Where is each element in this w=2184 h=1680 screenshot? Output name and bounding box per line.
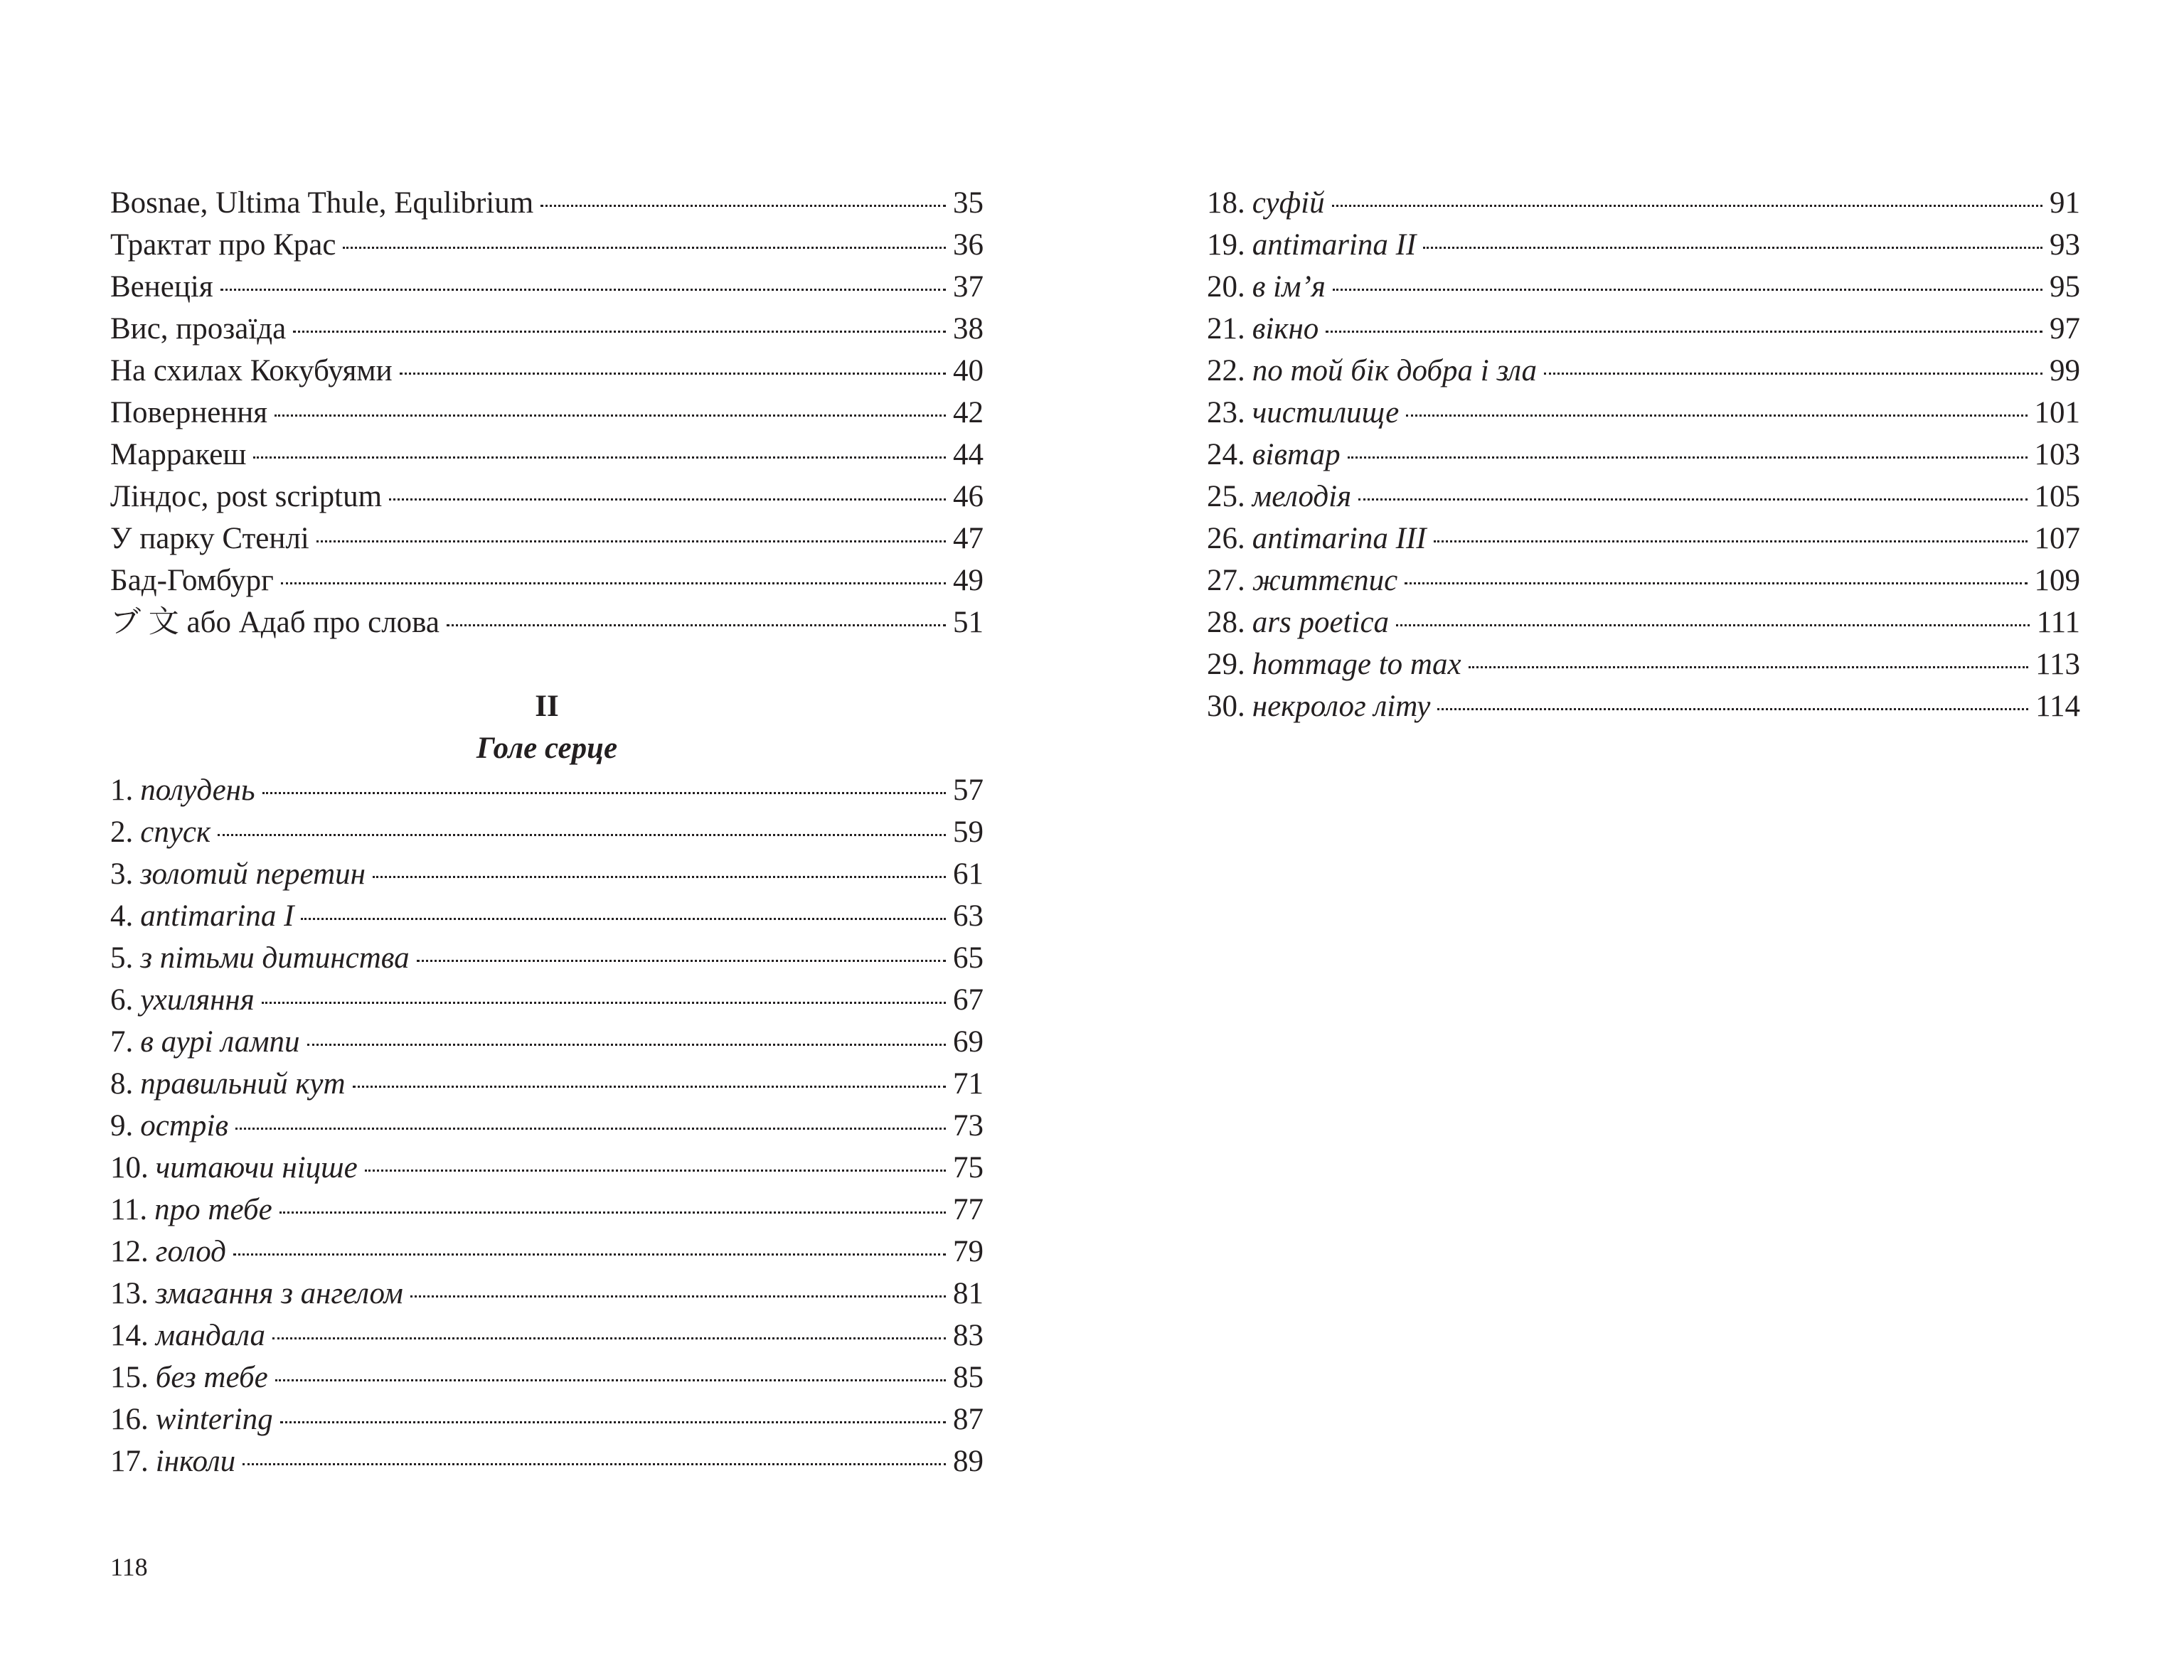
toc-entry-number: 3. [110,857,134,891]
toc-entry-page: 79 [953,1235,984,1268]
toc-entry-title: Марракеш [110,438,247,471]
dot-leader [540,205,946,207]
dot-leader [1423,247,2042,249]
toc-entry [110,937,984,979]
page-number: 118 [110,1553,148,1581]
toc-entry-title: Венеція [110,270,213,304]
toc-entry [110,811,984,853]
toc-entry-page: 105 [2034,480,2080,513]
toc-entry [1207,560,2080,601]
toc-entry-number: 8. [110,1067,134,1101]
toc-entry-title: antimarina I [140,899,294,933]
toc-entry-title: чистилище [1252,396,1400,429]
toc-entry-page: 57 [953,774,984,807]
dot-leader [279,1211,946,1214]
toc-entry-title: antimarina II [1252,228,1417,262]
dot-leader [293,331,946,333]
dot-leader [1405,582,2027,584]
toc-entry-page: 63 [953,899,984,933]
toc-entry-number: 13. [110,1277,149,1310]
dot-leader [218,834,946,836]
dot-leader [1333,289,2042,291]
toc-entry-page: 65 [953,941,984,975]
toc-entry [1207,224,2080,266]
toc-entry-title: некролог літу [1252,690,1431,723]
toc-entry-page: 99 [2050,354,2080,387]
toc-entry-page: 47 [953,522,984,555]
dot-leader [343,247,946,249]
toc-entry [110,1440,984,1482]
toc-entry-number: 24. [1207,438,1245,471]
dot-leader [235,1128,946,1130]
dot-leader [447,624,946,626]
toc-entry-page: 51 [953,606,984,639]
toc-entry [1207,476,2080,518]
toc-entry-title: ブ 文 або Адаб про слова [110,606,440,639]
toc-entry-title: спуск [140,815,211,849]
toc-entry-number: 21. [1207,312,1245,346]
toc-entry [110,1398,984,1440]
toc-entry-number: 23. [1207,396,1245,429]
toc-entry-page: 87 [953,1403,984,1436]
dot-leader [417,960,946,962]
toc-entry-page: 44 [953,438,984,471]
toc-entry-title: правильний кут [140,1067,346,1101]
toc-entry-page: 40 [953,354,984,387]
toc-entry-number: 22. [1207,354,1245,387]
toc-entry [110,560,984,601]
toc-entry [110,434,984,476]
toc-entry-page: 77 [953,1193,984,1226]
toc-entry [1207,601,2080,643]
toc-entry-title: в ім’я [1252,270,1326,304]
dot-leader [373,876,946,878]
dot-leader [1326,331,2042,333]
toc-entry-number: 10. [110,1151,149,1184]
toc-entry-title: На схилах Кокубуями [110,354,393,387]
toc-entry-title: змагання з ангелом [155,1277,403,1310]
toc-entry [1207,643,2080,685]
dot-leader [275,414,946,417]
dot-leader [389,498,946,501]
toc-entry-page: 38 [953,312,984,346]
toc-entry-page: 36 [953,228,984,262]
dot-leader [220,289,946,291]
dot-leader [262,792,946,794]
dot-leader [243,1463,946,1465]
toc-entry-number: 2. [110,815,134,849]
toc-entry-page: 67 [953,983,984,1017]
toc-entry-page: 75 [953,1151,984,1184]
part2-continued-toc-list [1207,182,2080,727]
toc-entry-title: без тебе [155,1361,268,1394]
dot-leader [410,1295,946,1298]
toc-entry-title: hommage to max [1252,648,1461,681]
toc-entry-number: 14. [110,1319,149,1352]
toc-entry-number: 6. [110,983,134,1017]
toc-entry-page: 49 [953,564,984,597]
dot-leader [1396,624,2030,626]
toc-entry-page: 101 [2034,396,2080,429]
toc-entry-number: 28. [1207,606,1245,639]
toc-entry [110,224,984,266]
toc-entry [110,1357,984,1398]
toc-entry-page: 37 [953,270,984,304]
toc-entry-title: життєпис [1252,564,1398,597]
toc-entry [1207,266,2080,308]
toc-entry [1207,518,2080,560]
toc-entry-page: 103 [2034,438,2080,471]
toc-entry-title: про тебе [154,1193,272,1226]
toc-entry-title: Трактат про Крас [110,228,336,262]
toc-entry [110,1021,984,1063]
dot-leader [281,582,946,584]
dot-leader [1332,205,2042,207]
toc-entry-title: Bosnae, Ultima Thule, Equlibrium [110,186,534,220]
toc-entry-number: 12. [110,1235,149,1268]
toc-entry-page: 85 [953,1361,984,1394]
toc-entry-page: 114 [2035,690,2080,723]
toc-entry-title: antimarina III [1252,522,1427,555]
dot-leader [301,918,946,920]
toc-entry [110,518,984,560]
dot-leader [1469,666,2029,668]
toc-entry-page: 97 [2050,312,2080,346]
section-heading: II [535,690,559,723]
toc-entry-number: 7. [110,1025,134,1059]
dot-leader [1434,540,2028,542]
toc-entry [110,895,984,937]
toc-entry-page: 73 [953,1109,984,1143]
toc-entry [1207,685,2080,727]
toc-entry-title: Ліндос, post scriptum [110,480,383,513]
toc-entry [110,769,984,811]
toc-entry [110,853,984,895]
toc-entry-number: 15. [110,1361,149,1394]
toc-entry-number: 27. [1207,564,1245,597]
toc-entry-number: 20. [1207,270,1245,304]
toc-entry-title: wintering [155,1403,273,1436]
dot-leader [1358,498,2027,501]
dot-leader [307,1044,946,1046]
dot-leader [272,1337,946,1339]
toc-entry-number: 4. [110,899,134,933]
left-column [110,182,984,1482]
toc-entry [1207,182,2080,224]
toc-entry-number: 30. [1207,690,1245,723]
toc-entry [110,601,984,643]
toc-entry-title: Бад-Гомбург [110,564,274,597]
toc-entry-number: 16. [110,1403,149,1436]
toc-entry-title: острів [140,1109,229,1143]
toc-entry-title: мелодія [1252,480,1352,513]
toc-entry [110,308,984,350]
part1-toc-list [110,182,984,643]
toc-entry-number: 19. [1207,228,1245,262]
toc-entry-title: ухиляння [140,983,255,1017]
toc-entry [1207,350,2080,392]
toc-entry-title: вікно [1252,312,1319,346]
toc-entry [110,350,984,392]
toc-entry-page: 46 [953,480,984,513]
toc-entry [110,1105,984,1147]
toc-entry-page: 95 [2050,270,2080,304]
dot-leader [1437,708,2028,710]
toc-entry-title: Вис, прозаїда [110,312,287,346]
dot-leader [275,1379,946,1381]
toc-entry-number: 18. [1207,186,1245,220]
toc-entry-number: 29. [1207,648,1245,681]
toc-entry-page: 113 [2035,648,2080,681]
toc-entry-title: У парку Стенлі [110,522,309,555]
toc-entry-title: інколи [155,1445,236,1478]
toc-entry [110,392,984,434]
toc-entry [1207,434,2080,476]
toc-entry-title: з пітьми дитинства [140,941,410,975]
dot-leader [1544,373,2042,375]
toc-entry-title: читаючи ніцше [155,1151,358,1184]
toc-entry-page: 107 [2034,522,2080,555]
toc-entry-number: 17. [110,1445,149,1478]
toc-entry-title: золотий перетин [140,857,366,891]
toc-entry-page: 69 [953,1025,984,1059]
dot-leader [233,1253,946,1256]
toc-entry-title: полудень [140,774,255,807]
toc-entry [110,1231,984,1273]
dot-leader [353,1086,946,1088]
dot-leader [400,373,946,375]
toc-entry [1207,392,2080,434]
dot-leader [280,1421,946,1423]
section-spacer [110,643,984,685]
toc-entry-title: ars poetica [1252,606,1390,639]
toc-entry [110,1147,984,1189]
toc-entry [110,476,984,518]
toc-entry-page: 71 [953,1067,984,1101]
toc-entry-page: 89 [953,1445,984,1478]
toc-entry-page: 61 [953,857,984,891]
toc-entry [110,1063,984,1105]
toc-entry [110,266,984,308]
toc-entry-page: 42 [953,396,984,429]
dot-leader [316,540,946,542]
toc-entry-number: 5. [110,941,134,975]
toc-entry-page: 91 [2050,186,2080,220]
toc-entry-number: 25. [1207,480,1245,513]
toc-entry [1207,308,2080,350]
toc-entry-title: вівтар [1252,438,1341,471]
toc-entry-title: по той бік добра і зла [1252,354,1537,387]
toc-entry-number: 11. [110,1193,148,1226]
toc-entry-title: голод [155,1235,226,1268]
toc-entry-page: 83 [953,1319,984,1352]
toc-entry [110,979,984,1021]
dot-leader [1406,414,2027,417]
dot-leader [262,1002,946,1004]
toc-entry-page: 109 [2034,564,2080,597]
toc-entry-title: суфій [1252,186,1325,220]
part2-toc-list [110,769,984,1482]
toc-entry-page: 35 [953,186,984,220]
toc-entry-page: 111 [2036,606,2080,639]
toc-entry-page: 59 [953,815,984,849]
dot-leader [1348,456,2028,459]
toc-entry [110,1189,984,1231]
toc-entry [110,1273,984,1315]
dot-leader [253,456,946,459]
toc-entry [110,182,984,224]
toc-entry-page: 93 [2050,228,2080,262]
section-subtitle: Голе серце [476,732,618,765]
toc-entry-number: 9. [110,1109,134,1143]
toc-entry-title: мандала [155,1319,266,1352]
toc-entry-number: 1. [110,774,134,807]
dot-leader [365,1170,946,1172]
toc-entry-title: в аурі лампи [140,1025,300,1059]
toc-entry-page: 81 [953,1277,984,1310]
right-column [1207,182,2080,727]
toc-entry-title: Повернення [110,396,268,429]
toc-entry [110,1315,984,1357]
toc-entry-number: 26. [1207,522,1245,555]
